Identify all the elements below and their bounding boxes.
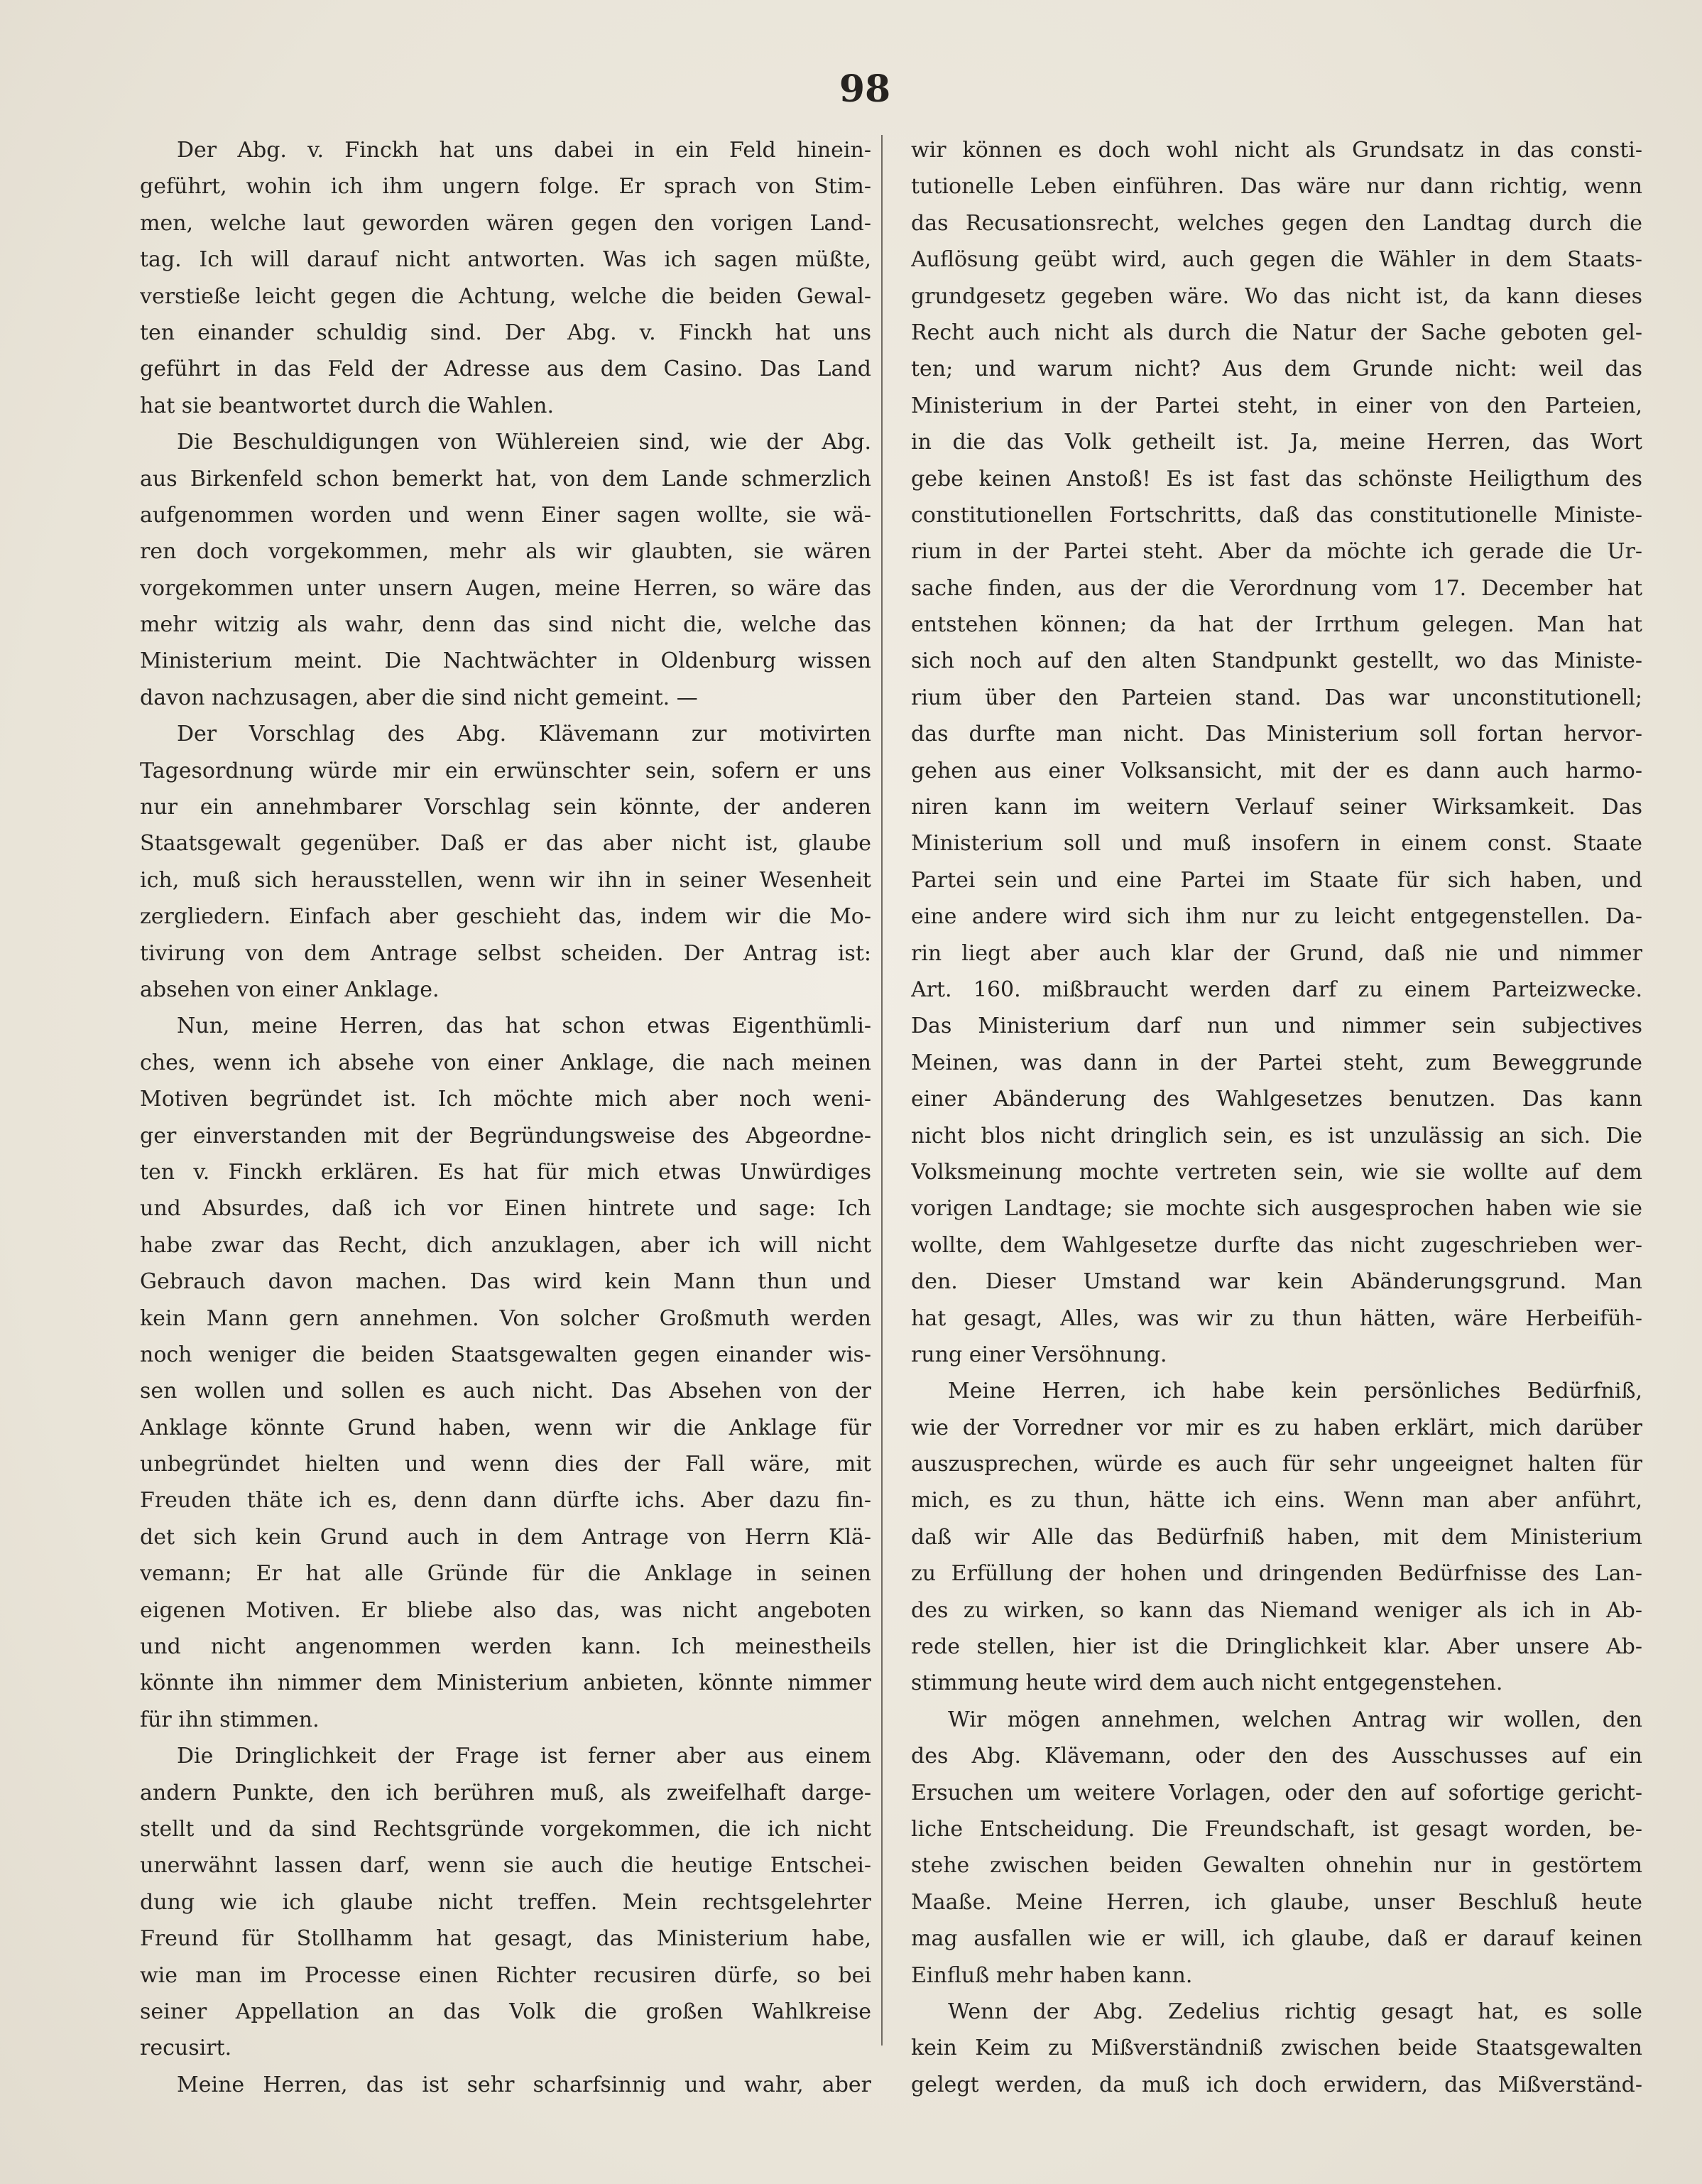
text-line: das Recusationsrecht, welches gegen den Landtag durch die: [911, 210, 1642, 236]
text-line: eigenen Motiven. Er bliebe also das, was nicht angeboten: [140, 1597, 871, 1623]
text-line: Freund für Stollhamm hat gesagt, das Ministerium habe,: [140, 1926, 871, 1952]
text-line: ger einverstanden mit der Begründungsweise des Abgeordne-: [140, 1123, 871, 1148]
text-line: stehe zwischen beiden Gewalten ohnehin nur in gestörtem: [911, 1853, 1642, 1879]
text-line: für ihn stimmen.: [140, 1707, 320, 1732]
text-line: habe zwar das Recht, dich anzuklagen, aber ich will nicht: [140, 1232, 871, 1258]
text-line: das durfte man nicht. Das Ministerium soll fortan hervor-: [911, 722, 1642, 747]
text-line: seiner Appellation an das Volk die großen Wahlkreise: [140, 1999, 871, 2024]
text-line: entstehen können; da hat der Irrthum gelegen. Man hat: [911, 612, 1642, 638]
text-line: Gebrauch davon machen. Das wird kein Mann thun und: [140, 1269, 871, 1295]
text-line: Volksmeinung mochte vertreten sein, wie sie wollte auf dem: [911, 1159, 1642, 1185]
text-line: geführt in das Feld der Adresse aus dem Casino. Das Land: [140, 357, 871, 382]
text-line: Ministerium in der Partei steht, in einer von den Parteien,: [911, 393, 1642, 418]
text-line: stimmung heute wird dem auch nicht entgegenstehen.: [911, 1670, 1503, 1696]
text-line: hat gesagt, Alles, was wir zu thun hätten, wäre Herbeifüh-: [911, 1305, 1642, 1331]
text-line: niren kann im weitern Verlauf seiner Wirksamkeit. Das: [911, 795, 1642, 820]
text-line: gelegt werden, da muß ich doch erwidern, das Mißverständ-: [911, 2072, 1642, 2097]
text-line: Staatsgewalt gegenüber. Daß er das aber nicht ist, glaube: [140, 831, 871, 857]
text-line: tutionelle Leben einführen. Das wäre nur dann richtig, wenn: [911, 174, 1642, 200]
text-line: nicht blos nicht dringlich sein, es ist unzulässig an sich. Die: [911, 1123, 1642, 1148]
text-line: ten; und warum nicht? Aus dem Grunde nicht: weil das: [911, 357, 1642, 382]
text-line: zergliedern. Einfach aber geschieht das, indem wir die Mo-: [140, 904, 871, 930]
text-line: constitutionellen Fortschritts, daß das constitutionelle Ministe-: [911, 502, 1642, 528]
text-line: rede stellen, hier ist die Dringlichkeit klar. Aber unsere Ab-: [911, 1634, 1642, 1660]
text-line: aufgenommen worden und wenn Einer sagen wollte, sie wä-: [140, 502, 871, 528]
text-line: dung wie ich glaube nicht treffen. Mein rechtsgelehrter: [140, 1889, 871, 1915]
text-line: Ersuchen um weitere Vorlagen, oder den auf sofortige gericht-: [911, 1780, 1642, 1805]
text-line: gehen aus einer Volksansicht, mit der es dann auch harmo-: [911, 758, 1642, 783]
text-line: wir können es doch wohl nicht als Grundsatz in das consti-: [911, 138, 1642, 163]
text-line: eine andere wird sich ihm nur zu leicht entgegenstellen. Da-: [911, 904, 1642, 930]
text-line: wie man im Processe einen Richter recusiren dürfe, so bei: [140, 1962, 871, 1988]
text-line: und Absurdes, daß ich vor Einen hintrete und sage: Ich: [140, 1196, 871, 1222]
page-number: 98: [839, 67, 891, 111]
text-line: stellt und da sind Rechtsgründe vorgekommen, die ich nicht: [140, 1816, 871, 1842]
text-line: absehen von einer Anklage.: [140, 977, 440, 1002]
text-line: Partei sein und eine Partei im Staate für sich haben, und: [911, 867, 1642, 893]
text-line: andern Punkte, den ich berühren muß, als zweifelhaft darge-: [140, 1780, 871, 1805]
text-line: vorgekommen unter unsern Augen, meine Herren, so wäre das: [140, 575, 871, 601]
text-line: rin liegt aber auch klar der Grund, daß nie und nimmer: [911, 940, 1642, 966]
text-line: vorigen Landtage; sie mochte sich ausgesprochen haben wie sie: [911, 1196, 1642, 1222]
text-line: liche Entscheidung. Die Freundschaft, ist gesagt worden, be-: [911, 1816, 1642, 1842]
text-line: verstieße leicht gegen die Achtung, welche die beiden Gewal-: [140, 283, 871, 309]
text-line: kein Keim zu Mißverständniß zwischen beide Staatsgewalten: [911, 2036, 1642, 2061]
text-line: aus Birkenfeld schon bemerkt hat, von dem Lande schmerzlich: [140, 466, 871, 491]
text-line: geführt, wohin ich ihm ungern folge. Er sprach von Stim-: [140, 174, 871, 200]
text-line: Freuden thäte ich es, denn dann dürfte ichs. Aber dazu fin-: [140, 1488, 871, 1514]
text-line: Die Beschuldigungen von Wühlereien sind, wie der Abg.: [177, 430, 871, 455]
text-line: ich, muß sich herausstellen, wenn wir ihn in seiner Wesenheit: [140, 867, 871, 893]
text-line: Recht auch nicht als durch die Natur der Sache geboten gel-: [911, 320, 1642, 345]
text-line: vemann; Er hat alle Gründe für die Anklage in seinen: [140, 1561, 871, 1587]
text-line: Maaße. Meine Herren, ich glaube, unser Beschluß heute: [911, 1889, 1642, 1915]
right-column: [911, 132, 1642, 2103]
text-line: rium in der Partei steht. Aber da möchte ich gerade die Ur-: [911, 539, 1642, 565]
text-line: mag ausfallen wie er will, ich glaube, daß er darauf keinen: [911, 1926, 1642, 1952]
text-line: rung einer Versöhnung.: [911, 1342, 1167, 1367]
text-line: Meinen, was dann in der Partei steht, zum Beweggrunde: [911, 1050, 1642, 1075]
text-line: Ministerium soll und muß insofern in einem const. Staate: [911, 831, 1642, 857]
text-line: det sich kein Grund auch in dem Antrage von Herrn Klä-: [140, 1524, 871, 1550]
text-line: des zu wirken, so kann das Niemand weniger als ich in Ab-: [911, 1597, 1642, 1623]
text-line: daß wir Alle das Bedürfniß haben, mit dem Ministerium: [911, 1524, 1642, 1550]
text-line: Motiven begründet ist. Ich möchte mich aber noch weni-: [140, 1087, 871, 1112]
text-line: sache finden, aus der die Verordnung vom 17. December hat: [911, 575, 1642, 601]
text-line: hat sie beantwortet durch die Wahlen.: [140, 393, 555, 418]
text-line: ten v. Finckh erklären. Es hat für mich etwas Unwürdiges: [140, 1159, 871, 1185]
text-line: zu Erfüllung der hohen und dringenden Bedürfnisse des Lan-: [911, 1561, 1642, 1587]
text-line: und nicht angenommen werden kann. Ich meinestheils: [140, 1634, 871, 1660]
text-line: mich, es zu thun, hätte ich eins. Wenn man aber anführt,: [911, 1488, 1642, 1514]
text-line: Der Abg. v. Finckh hat uns dabei in ein Feld hinein-: [177, 138, 871, 163]
text-line: tivirung von dem Antrage selbst scheiden. Der Antrag ist:: [140, 940, 871, 966]
text-line: nur ein annehmbarer Vorschlag sein könnte, der anderen: [140, 795, 871, 820]
text-line: Die Dringlichkeit der Frage ist ferner aber aus einem: [177, 1744, 871, 1769]
text-line: grundgesetz gegeben wäre. Wo das nicht ist, da kann dieses: [911, 283, 1642, 309]
text-line: sen wollen und sollen es auch nicht. Das Absehen von der: [140, 1379, 871, 1404]
text-line: kein Mann gern annehmen. Von solcher Großmuth werden: [140, 1305, 871, 1331]
text-line: Tagesordnung würde mir ein erwünschter sein, sofern er uns: [140, 758, 871, 783]
text-line: recusirt.: [140, 2036, 232, 2061]
text-line: Wir mögen annehmen, welchen Antrag wir wollen, den: [948, 1707, 1642, 1732]
text-line: könnte ihn nimmer dem Ministerium anbieten, könnte nimmer: [140, 1670, 871, 1696]
text-line: in die das Volk getheilt ist. Ja, meine Herren, das Wort: [911, 430, 1642, 455]
text-line: ten einander schuldig sind. Der Abg. v. Finckh hat uns: [140, 320, 871, 345]
text-line: den. Dieser Umstand war kein Abänderungsgrund. Man: [911, 1269, 1642, 1295]
text-line: Ministerium meint. Die Nachtwächter in Oldenburg wissen: [140, 648, 871, 674]
text-line: sich noch auf den alten Standpunkt gestellt, wo das Ministe-: [911, 648, 1642, 674]
column-divider: [881, 135, 883, 2046]
text-line: Der Vorschlag des Abg. Klävemann zur motivirten: [177, 722, 871, 747]
text-line: Art. 160. mißbraucht werden darf zu einem Parteizwecke.: [911, 977, 1642, 1002]
text-line: unerwähnt lassen darf, wenn sie auch die heutige Entschei-: [140, 1853, 871, 1879]
text-line: gebe keinen Anstoß! Es ist fast das schönste Heiligthum des: [911, 466, 1642, 491]
text-line: noch weniger die beiden Staatsgewalten gegen einander wis-: [140, 1342, 871, 1367]
text-line: Meine Herren, das ist sehr scharfsinnig und wahr, aber: [177, 2072, 871, 2097]
text-line: wollte, dem Wahlgesetze durfte das nicht zugeschrieben wer-: [911, 1232, 1642, 1258]
text-line: Wenn der Abg. Zedelius richtig gesagt hat, es solle: [948, 1999, 1642, 2024]
text-line: des Abg. Klävemann, oder den des Ausschusses auf ein: [911, 1744, 1642, 1769]
text-line: ches, wenn ich absehe von einer Anklage, die nach meinen: [140, 1050, 871, 1075]
text-line: auszusprechen, würde es auch für sehr ungeeignet halten für: [911, 1452, 1642, 1477]
text-line: men, welche laut geworden wären gegen den vorigen Land-: [140, 210, 871, 236]
text-line: Nun, meine Herren, das hat schon etwas Eigenthümli-: [177, 1014, 871, 1039]
text-line: unbegründet hielten und wenn dies der Fall wäre, mit: [140, 1452, 871, 1477]
text-line: Anklage könnte Grund haben, wenn wir die Anklage für: [140, 1415, 871, 1440]
text-line: Das Ministerium darf nun und nimmer sein subjectives: [911, 1014, 1642, 1039]
text-line: Einfluß mehr haben kann.: [911, 1962, 1193, 1988]
text-line: einer Abänderung des Wahlgesetzes benutzen. Das kann: [911, 1087, 1642, 1112]
text-line: tag. Ich will darauf nicht antworten. Was ich sagen müßte,: [140, 247, 871, 273]
left-column: [140, 132, 871, 2103]
text-line: davon nachzusagen, aber die sind nicht gemeint. —: [140, 685, 698, 710]
text-line: rium über den Parteien stand. Das war unconstitutionell;: [911, 685, 1642, 710]
text-line: mehr witzig als wahr, denn das sind nicht die, welche das: [140, 612, 871, 638]
text-line: Auflösung geübt wird, auch gegen die Wähler in dem Staats-: [911, 247, 1642, 273]
text-line: Meine Herren, ich habe kein persönliches Bedürfniß,: [948, 1379, 1642, 1404]
text-line: ren doch vorgekommen, mehr als wir glaubten, sie wären: [140, 539, 871, 565]
text-line: wie der Vorredner vor mir es zu haben erklärt, mich darüber: [911, 1415, 1642, 1440]
